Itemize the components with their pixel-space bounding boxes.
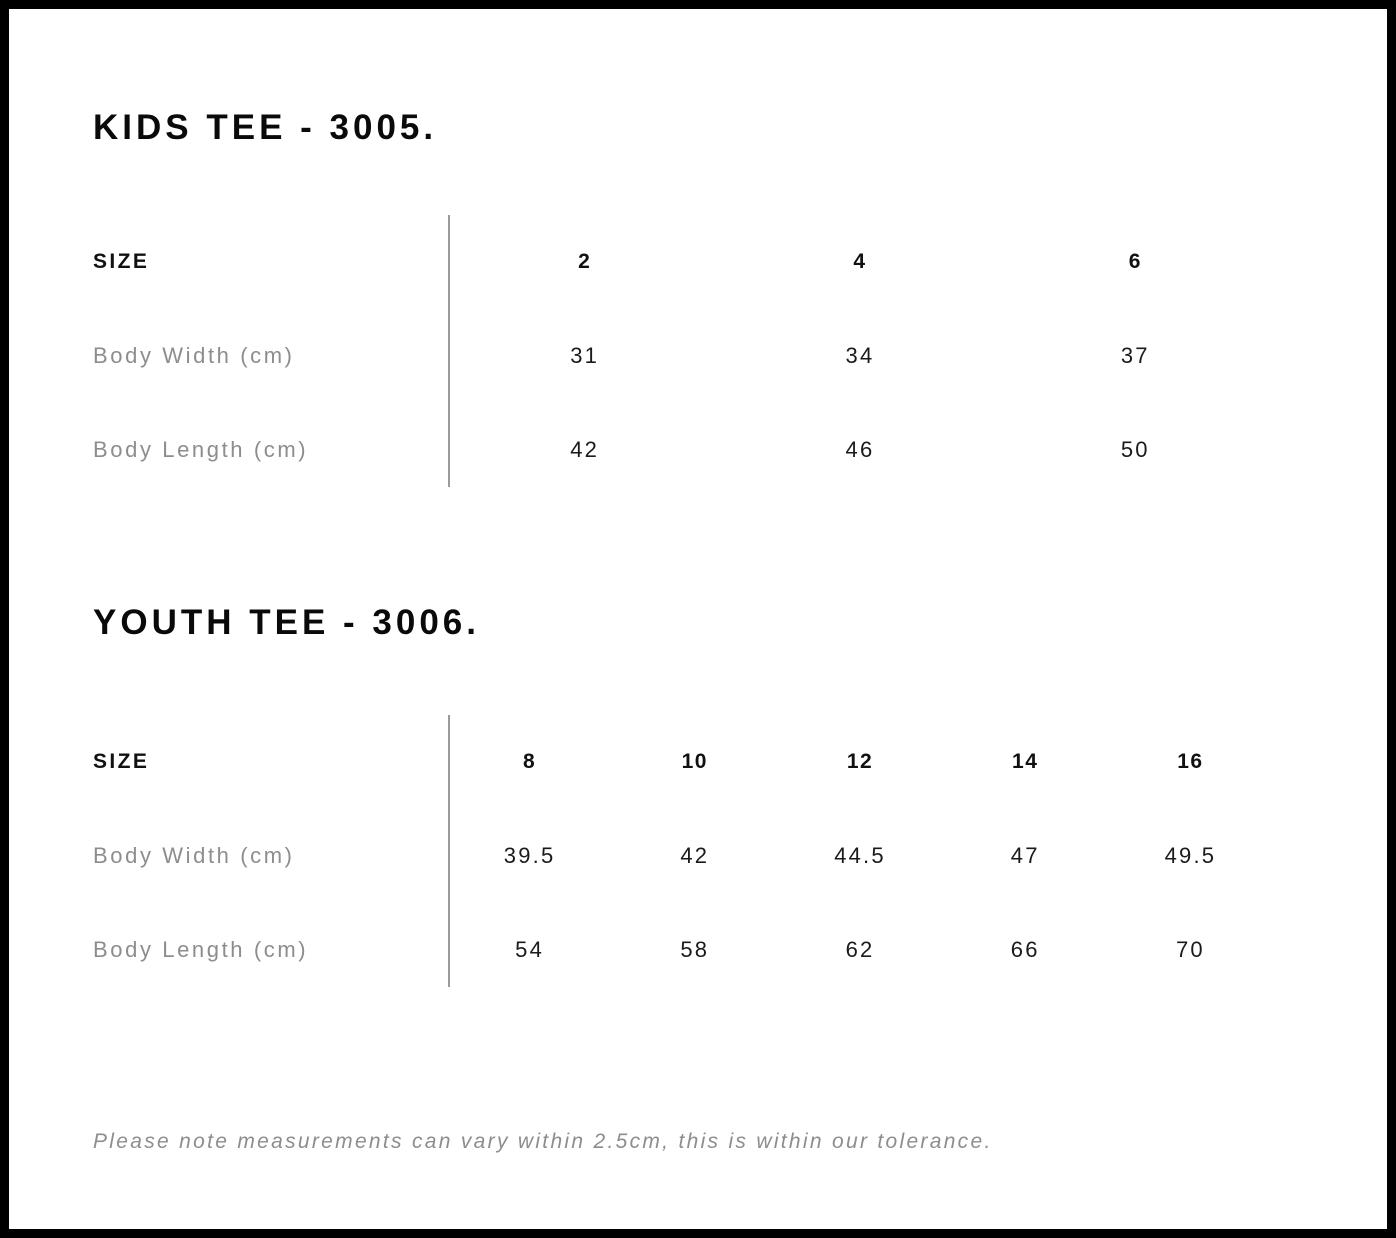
row-value: 70 bbox=[1175, 937, 1205, 962]
table-divider bbox=[448, 715, 450, 987]
size-header-cell: 16 bbox=[1177, 750, 1204, 773]
row-label: Body Length (cm) bbox=[93, 937, 309, 962]
row-value: 44.5 bbox=[834, 843, 886, 868]
row-value: 50 bbox=[1120, 437, 1150, 462]
size-header-label: SIZE bbox=[93, 250, 150, 273]
row-value: 46 bbox=[845, 437, 875, 462]
table-row bbox=[93, 809, 1273, 903]
size-header-cell: 14 bbox=[1012, 750, 1039, 773]
row-label: Body Width (cm) bbox=[93, 843, 295, 868]
row-value: 54 bbox=[515, 937, 545, 962]
size-header-cell: 6 bbox=[1128, 250, 1142, 273]
row-value: 37 bbox=[1120, 343, 1150, 368]
table-divider bbox=[448, 215, 450, 487]
tolerance-note: Please note measurements can vary within 2.5cm, this is within our tolerance. bbox=[93, 1130, 993, 1153]
row-value: 62 bbox=[845, 937, 875, 962]
youth-size-table bbox=[93, 715, 1273, 987]
size-header-cell: 8 bbox=[523, 750, 537, 773]
row-cells bbox=[447, 437, 1273, 463]
row-value: 58 bbox=[680, 937, 710, 962]
row-value: 31 bbox=[570, 343, 600, 368]
page-content bbox=[9, 9, 1387, 1229]
row-cells bbox=[447, 343, 1273, 369]
row-cells bbox=[447, 843, 1273, 869]
row-cells bbox=[447, 937, 1273, 963]
table-header-row bbox=[93, 715, 1273, 809]
row-value: 47 bbox=[1010, 843, 1040, 868]
table-row bbox=[93, 309, 1273, 403]
kids-section-title: KIDS TEE - 3005. bbox=[93, 108, 438, 147]
table-header-row bbox=[93, 215, 1273, 309]
kids-size-table bbox=[93, 215, 1273, 487]
row-label: Body Width (cm) bbox=[93, 343, 295, 368]
size-header-cells bbox=[447, 250, 1273, 274]
table-row bbox=[93, 403, 1273, 497]
row-value: 34 bbox=[845, 343, 875, 368]
size-header-cell: 12 bbox=[846, 750, 874, 773]
row-value: 42 bbox=[680, 843, 710, 868]
size-header-cell: 2 bbox=[578, 250, 592, 273]
row-value: 66 bbox=[1010, 937, 1040, 962]
youth-section-title: YOUTH TEE - 3006. bbox=[93, 603, 480, 642]
row-value: 49.5 bbox=[1164, 843, 1217, 868]
row-value: 42 bbox=[570, 437, 600, 462]
size-header-cells bbox=[447, 750, 1273, 774]
row-label: Body Length (cm) bbox=[93, 437, 309, 462]
row-value: 39.5 bbox=[503, 843, 556, 868]
size-header-cell: 4 bbox=[853, 250, 867, 273]
size-header-cell: 10 bbox=[681, 750, 708, 773]
size-header-label: SIZE bbox=[93, 750, 150, 773]
table-row bbox=[93, 903, 1273, 997]
